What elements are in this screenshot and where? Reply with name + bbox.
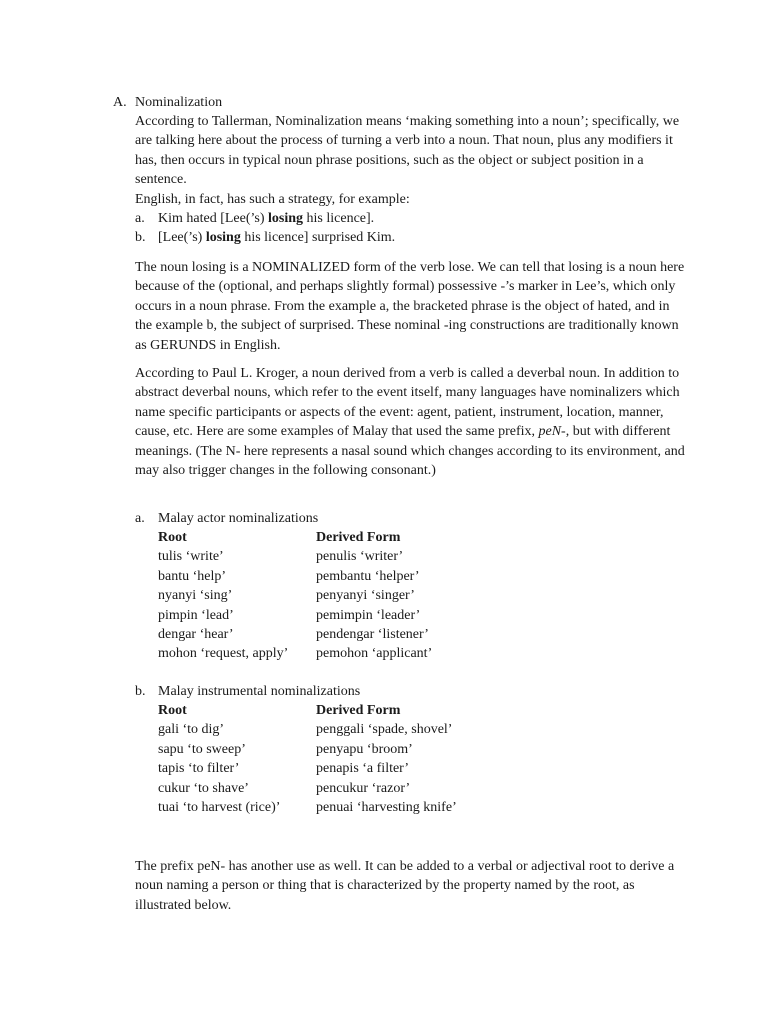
example-b: [135, 228, 687, 247]
kroger-text-start: According to Paul L. Kroger, a noun derived from a verb is called a deverbal noun. In addition to abstract deverbal nouns, which refer to the event itself, many languages have nominalizers which name specific participants or aspects of the event: agent, patient, instrument, location, manner, cause, etc. Here are some examples of Malay that used the same prefix,: [135, 366, 680, 440]
table-row: [158, 567, 432, 586]
example-a-bold: losing: [268, 211, 304, 227]
kroger-paragraph: [135, 364, 687, 480]
example-b-text-end: his licence] surprised Kim.: [240, 230, 396, 246]
list-b-marker: b.: [135, 684, 146, 699]
final-paragraph: The prefix peN- has another use as well. It can be added to a verbal or adjectival root to derive a noun naming a person or thing that is characterized by the property named by the root, as illustrated below.: [135, 859, 675, 913]
root-cell: pimpin ‘lead’: [158, 607, 234, 623]
derived-form-cell: penyanyi ‘singer’: [316, 588, 415, 604]
derived-form-cell: penggali ‘spade, shovel’: [316, 722, 453, 738]
derived-form-cell: penyapu ‘broom’: [316, 741, 413, 757]
actor-nominalizations-table: [158, 528, 432, 664]
header-root: Root: [158, 703, 187, 718]
table-header-row: [158, 701, 457, 720]
list-a-title-text: Malay actor nominalizations: [158, 511, 319, 526]
intro-paragraph: According to Tallerman, Nominalization means ‘making something into a noun’; specifically, we are talking here about the process of turning a verb into a noun. That noun, plus any modifiers it has, then occurs in typical noun phrase positions, such as the object or subject position in a sentence.: [135, 114, 680, 188]
example-a-text-start: Kim hated [Lee(’s): [158, 211, 269, 227]
intro-block: [135, 112, 687, 248]
header-root: Root: [158, 530, 187, 545]
list-b-title: [135, 682, 360, 701]
derived-form-cell: pendengar ‘listener’: [316, 627, 429, 643]
root-cell: sapu ‘to sweep’: [158, 741, 246, 757]
section-marker: A.: [113, 95, 127, 110]
list-b-title-text: Malay instrumental nominalizations: [158, 684, 361, 699]
root-cell: bantu ‘help’: [158, 568, 227, 584]
gerund-paragraph: The noun losing is a NOMINALIZED form of the verb lose. We can tell that losing is a noun here because of the (optional, and perhaps slightly formal) possessive -’s marker in Lee’s, which only occurs in a noun phrase. From the example a, the bracketed phrase is the object of hated, and in the example b, the subject of surprised. These nominal -ing constructions are traditionally known as GERUNDS in English.: [135, 260, 685, 353]
table-header-row: [158, 528, 432, 547]
derived-form-cell: pemohon ‘applicant’: [316, 646, 433, 662]
root-cell: nyanyi ‘sing’: [158, 588, 233, 604]
root-cell: tuai ‘to harvest (rice)’: [158, 800, 281, 816]
table-row: [158, 740, 457, 759]
table-row: [158, 759, 457, 778]
derived-form-cell: pembantu ‘helper’: [316, 568, 420, 584]
derived-form-cell: pencukur ‘razor’: [316, 780, 411, 796]
root-cell: gali ‘to dig’: [158, 722, 225, 738]
section-heading: [113, 93, 222, 112]
kroger-prefix-italic: peN-: [538, 424, 566, 440]
derived-form-cell: penapis ‘a filter’: [316, 761, 410, 777]
derived-form-cell: penulis ‘writer’: [316, 549, 404, 565]
section-title: Nominalization: [135, 95, 223, 110]
list-a-marker: a.: [135, 511, 145, 526]
example-a-text-end: his licence].: [303, 211, 375, 227]
root-cell: dengar ‘hear’: [158, 627, 234, 643]
intro-strategy-line: English, in fact, has such a strategy, for example:: [135, 191, 410, 207]
header-derived: Derived Form: [316, 530, 401, 545]
example-b-marker: b.: [135, 230, 146, 246]
table-row: [158, 720, 457, 739]
root-cell: cukur ‘to shave’: [158, 780, 249, 796]
table-row: [158, 547, 432, 566]
kroger-text-end: , but with different meanings. (The N- here represents a nasal sound which changes according to its environment, and may also trigger changes in the following consonant.): [135, 424, 685, 479]
example-b-text-start: [Lee(’s): [158, 230, 206, 246]
header-derived: Derived Form: [316, 703, 401, 718]
derived-form-cell: pemimpin ‘leader’: [316, 607, 421, 623]
table-row: [158, 586, 432, 605]
root-cell: tapis ‘to filter’: [158, 761, 240, 777]
derived-form-cell: penuai ‘harvesting knife’: [316, 800, 457, 816]
table-row: [158, 606, 432, 625]
list-a-title: [135, 509, 318, 528]
root-cell: tulis ‘write’: [158, 549, 224, 565]
table-row: [158, 644, 432, 663]
root-cell: mohon ‘request, apply’: [158, 646, 289, 662]
example-b-bold: losing: [205, 230, 241, 246]
table-row: [158, 779, 457, 798]
table-row: [158, 625, 432, 644]
example-a-marker: a.: [135, 211, 145, 227]
table-row: [158, 798, 457, 817]
instrumental-nominalizations-table: [158, 701, 457, 817]
example-a: [135, 209, 687, 228]
